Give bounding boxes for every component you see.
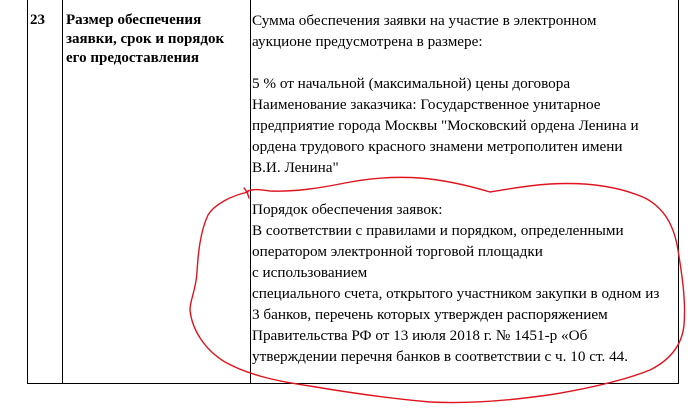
table-column-divider-2	[250, 0, 251, 384]
content-line: В соответствии с правилами и порядком, определенными	[252, 222, 624, 239]
content-line: предприятие города Москвы "Московский ордена Ленина и	[252, 117, 639, 134]
content-line	[252, 178, 682, 199]
row-title	[66, 11, 248, 68]
row-title-line: его предоставления	[66, 50, 199, 66]
row-number: 23	[30, 12, 45, 28]
row-title-line: заявки, срок и порядок	[66, 31, 225, 47]
content-line: Сумма обеспечения заявки на участие в электронном	[252, 12, 597, 29]
content-line: утверждении перечня банков в соответствии с ч. 10 ст. 44.	[252, 348, 629, 365]
table-row-bottom-border	[27, 383, 679, 384]
content-line: с использованием	[252, 264, 368, 281]
row-content	[252, 10, 682, 367]
content-line: Наименование заказчика: Государственное унитарное	[252, 96, 601, 113]
table-border-left	[27, 0, 28, 384]
content-line: специального счета, открытого участником закупки в одном из	[252, 285, 660, 302]
content-line: 5 % от начальной (максимальной) цены договора	[252, 75, 571, 92]
content-line	[252, 52, 682, 73]
content-line: оператором электронной торговой площадки	[252, 243, 543, 260]
content-line: аукционе предусмотрена в размере:	[252, 33, 483, 50]
row-title-line: Размер обеспечения	[66, 12, 202, 28]
content-line: В.И. Ленина"	[252, 159, 339, 176]
content-line: Правительства РФ от 13 июля 2018 г. № 1451-р «Об	[252, 327, 588, 344]
content-line: ордена трудового красного знамени метрополитен имени	[252, 138, 623, 155]
table-column-divider-1	[62, 0, 63, 384]
content-line: Порядок обеспечения заявок:	[252, 201, 443, 218]
content-line: 3 банков, перечень которых утвержден распоряжением	[252, 306, 608, 323]
